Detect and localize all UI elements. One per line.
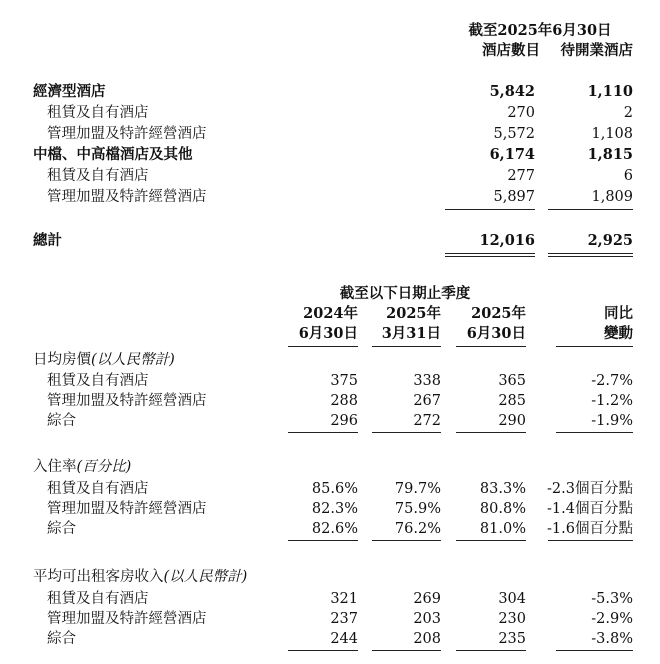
adr-value: 267 — [413, 393, 441, 409]
occ-value: 83.3% — [479, 481, 526, 497]
revpar-total-rule — [456, 650, 526, 651]
occ-yoy: -1.4個百分點 — [547, 501, 633, 517]
occ-total-rule — [288, 540, 358, 541]
revpar-value: 230 — [498, 611, 526, 627]
quarter-header-rule — [372, 346, 441, 347]
revpar-yoy: -3.8% — [591, 631, 633, 647]
revpar-value: 237 — [330, 611, 358, 627]
quarter-header-span: 截至以下日期止季度 — [339, 285, 471, 302]
occ-total-rule — [372, 540, 441, 541]
revpar-row-label: 綜合 — [47, 631, 76, 647]
hotels-row-pipeline: 6 — [623, 168, 633, 184]
adr-value: 288 — [330, 393, 358, 409]
adr-value: 285 — [498, 393, 526, 409]
revpar-yoy: -2.9% — [591, 611, 633, 627]
revpar-value: 304 — [498, 591, 526, 607]
quarter-col-year: 2025年 — [386, 305, 441, 322]
quarter-header-rule — [456, 346, 526, 347]
occ-yoy: -2.3個百分點 — [547, 481, 633, 497]
section-title: 入住率 — [33, 459, 77, 475]
quarter-col-year: 2024年 — [303, 305, 358, 322]
hotels-row-pipeline: 2 — [623, 105, 633, 121]
quarter-col-date: 6月30日 — [466, 325, 526, 342]
occ-value: 79.7% — [394, 481, 441, 497]
revpar-total-rule — [372, 650, 441, 651]
section-unit: (百分比) — [76, 459, 132, 475]
hotels-header-date: 截至2025年6月30日 — [468, 22, 612, 39]
revpar-value: 208 — [413, 631, 441, 647]
revpar-value: 269 — [413, 591, 441, 607]
hotels-total-pipeline: 2,925 — [587, 232, 633, 249]
revpar-value: 235 — [498, 631, 526, 647]
hotels-row-count: 270 — [507, 105, 535, 121]
occ-value: 75.9% — [394, 501, 441, 517]
hotels-row-label: 租賃及自有酒店 — [47, 105, 149, 121]
occ-total-rule — [456, 540, 526, 541]
adr-value: 365 — [498, 373, 526, 389]
adr-yoy: -2.7% — [591, 373, 633, 389]
hotels-row-label: 管理加盟及特許經營酒店 — [47, 189, 207, 205]
hotels-row-count: 277 — [507, 168, 535, 184]
hotels-row-label: 租賃及自有酒店 — [47, 168, 149, 184]
occ-value: 82.6% — [311, 521, 358, 537]
hotels-subtotal-rule — [548, 209, 633, 210]
occ-value: 82.3% — [311, 501, 358, 517]
adr-value: 338 — [413, 373, 441, 389]
quarter-col-date: 6月30日 — [298, 325, 358, 342]
hotels-row-count: 6,174 — [489, 146, 535, 163]
hotels-row-label: 經濟型酒店 — [33, 83, 106, 100]
occ-total-rule — [548, 540, 633, 541]
section-unit: (以人民幣計) — [91, 352, 175, 368]
hotels-row-count: 5,842 — [489, 83, 535, 100]
hotels-row-pipeline: 1,110 — [587, 83, 633, 100]
adr-yoy: -1.2% — [591, 393, 633, 409]
section-title-occupancy — [33, 458, 131, 476]
hotels-row-count: 5,897 — [493, 189, 535, 205]
adr-yoy: -1.9% — [591, 413, 633, 429]
revpar-value: 321 — [330, 591, 358, 607]
quarter-col-date: 3月31日 — [381, 325, 441, 342]
occ-value: 80.8% — [479, 501, 526, 517]
revpar-value: 203 — [413, 611, 441, 627]
occ-value: 76.2% — [394, 521, 441, 537]
quarter-col-yoy: 變動 — [604, 325, 633, 342]
revpar-value: 244 — [330, 631, 358, 647]
adr-value: 375 — [330, 373, 358, 389]
quarter-col-year: 2025年 — [471, 305, 526, 322]
adr-value: 290 — [498, 413, 526, 429]
hotels-total-count: 12,016 — [479, 232, 535, 249]
quarter-col-yoy: 同比 — [604, 305, 633, 322]
adr-row-label: 租賃及自有酒店 — [47, 373, 149, 389]
adr-value: 296 — [330, 413, 358, 429]
section-title: 日均房價 — [33, 352, 91, 368]
section-unit: (以人民幣計) — [163, 569, 248, 585]
hotels-total-double-rule — [548, 253, 633, 257]
hotels-row-label: 中檔、中高檔酒店及其他 — [33, 146, 193, 163]
adr-total-rule — [556, 432, 633, 433]
occ-row-label: 管理加盟及特許經營酒店 — [47, 501, 207, 517]
adr-total-rule — [456, 432, 526, 433]
quarter-header-rule — [556, 346, 633, 347]
hotels-subtotal-rule — [445, 209, 535, 210]
occ-value: 81.0% — [479, 521, 526, 537]
hotels-row-pipeline: 1,815 — [587, 146, 633, 163]
section-title-revpar — [33, 568, 247, 586]
revpar-total-rule — [556, 650, 633, 651]
revpar-row-label: 租賃及自有酒店 — [47, 591, 149, 607]
adr-row-label: 綜合 — [47, 413, 76, 429]
hotels-row-pipeline: 1,809 — [591, 189, 633, 205]
hotels-row-pipeline: 1,108 — [591, 126, 633, 142]
hotels-col-hotels: 酒店數目 — [482, 42, 540, 59]
revpar-yoy: -5.3% — [591, 591, 633, 607]
revpar-total-rule — [288, 650, 358, 651]
adr-total-rule — [288, 432, 358, 433]
hotels-row-label: 管理加盟及特許經營酒店 — [47, 126, 207, 142]
occ-yoy: -1.6個百分點 — [547, 521, 633, 537]
hotels-col-pipeline: 待開業酒店 — [560, 42, 633, 59]
hotels-row-count: 5,572 — [493, 126, 535, 142]
occ-row-label: 綜合 — [47, 521, 76, 537]
section-title-adr — [33, 351, 175, 369]
adr-value: 272 — [413, 413, 441, 429]
occ-row-label: 租賃及自有酒店 — [47, 481, 149, 497]
section-title: 平均可出租客房收入 — [33, 569, 164, 585]
hotels-total-label: 總計 — [33, 232, 62, 249]
revpar-row-label: 管理加盟及特許經營酒店 — [47, 611, 207, 627]
occ-value: 85.6% — [311, 481, 358, 497]
adr-total-rule — [372, 432, 441, 433]
adr-row-label: 管理加盟及特許經營酒店 — [47, 393, 207, 409]
quarter-header-rule — [288, 346, 358, 347]
hotels-total-double-rule — [445, 253, 535, 257]
